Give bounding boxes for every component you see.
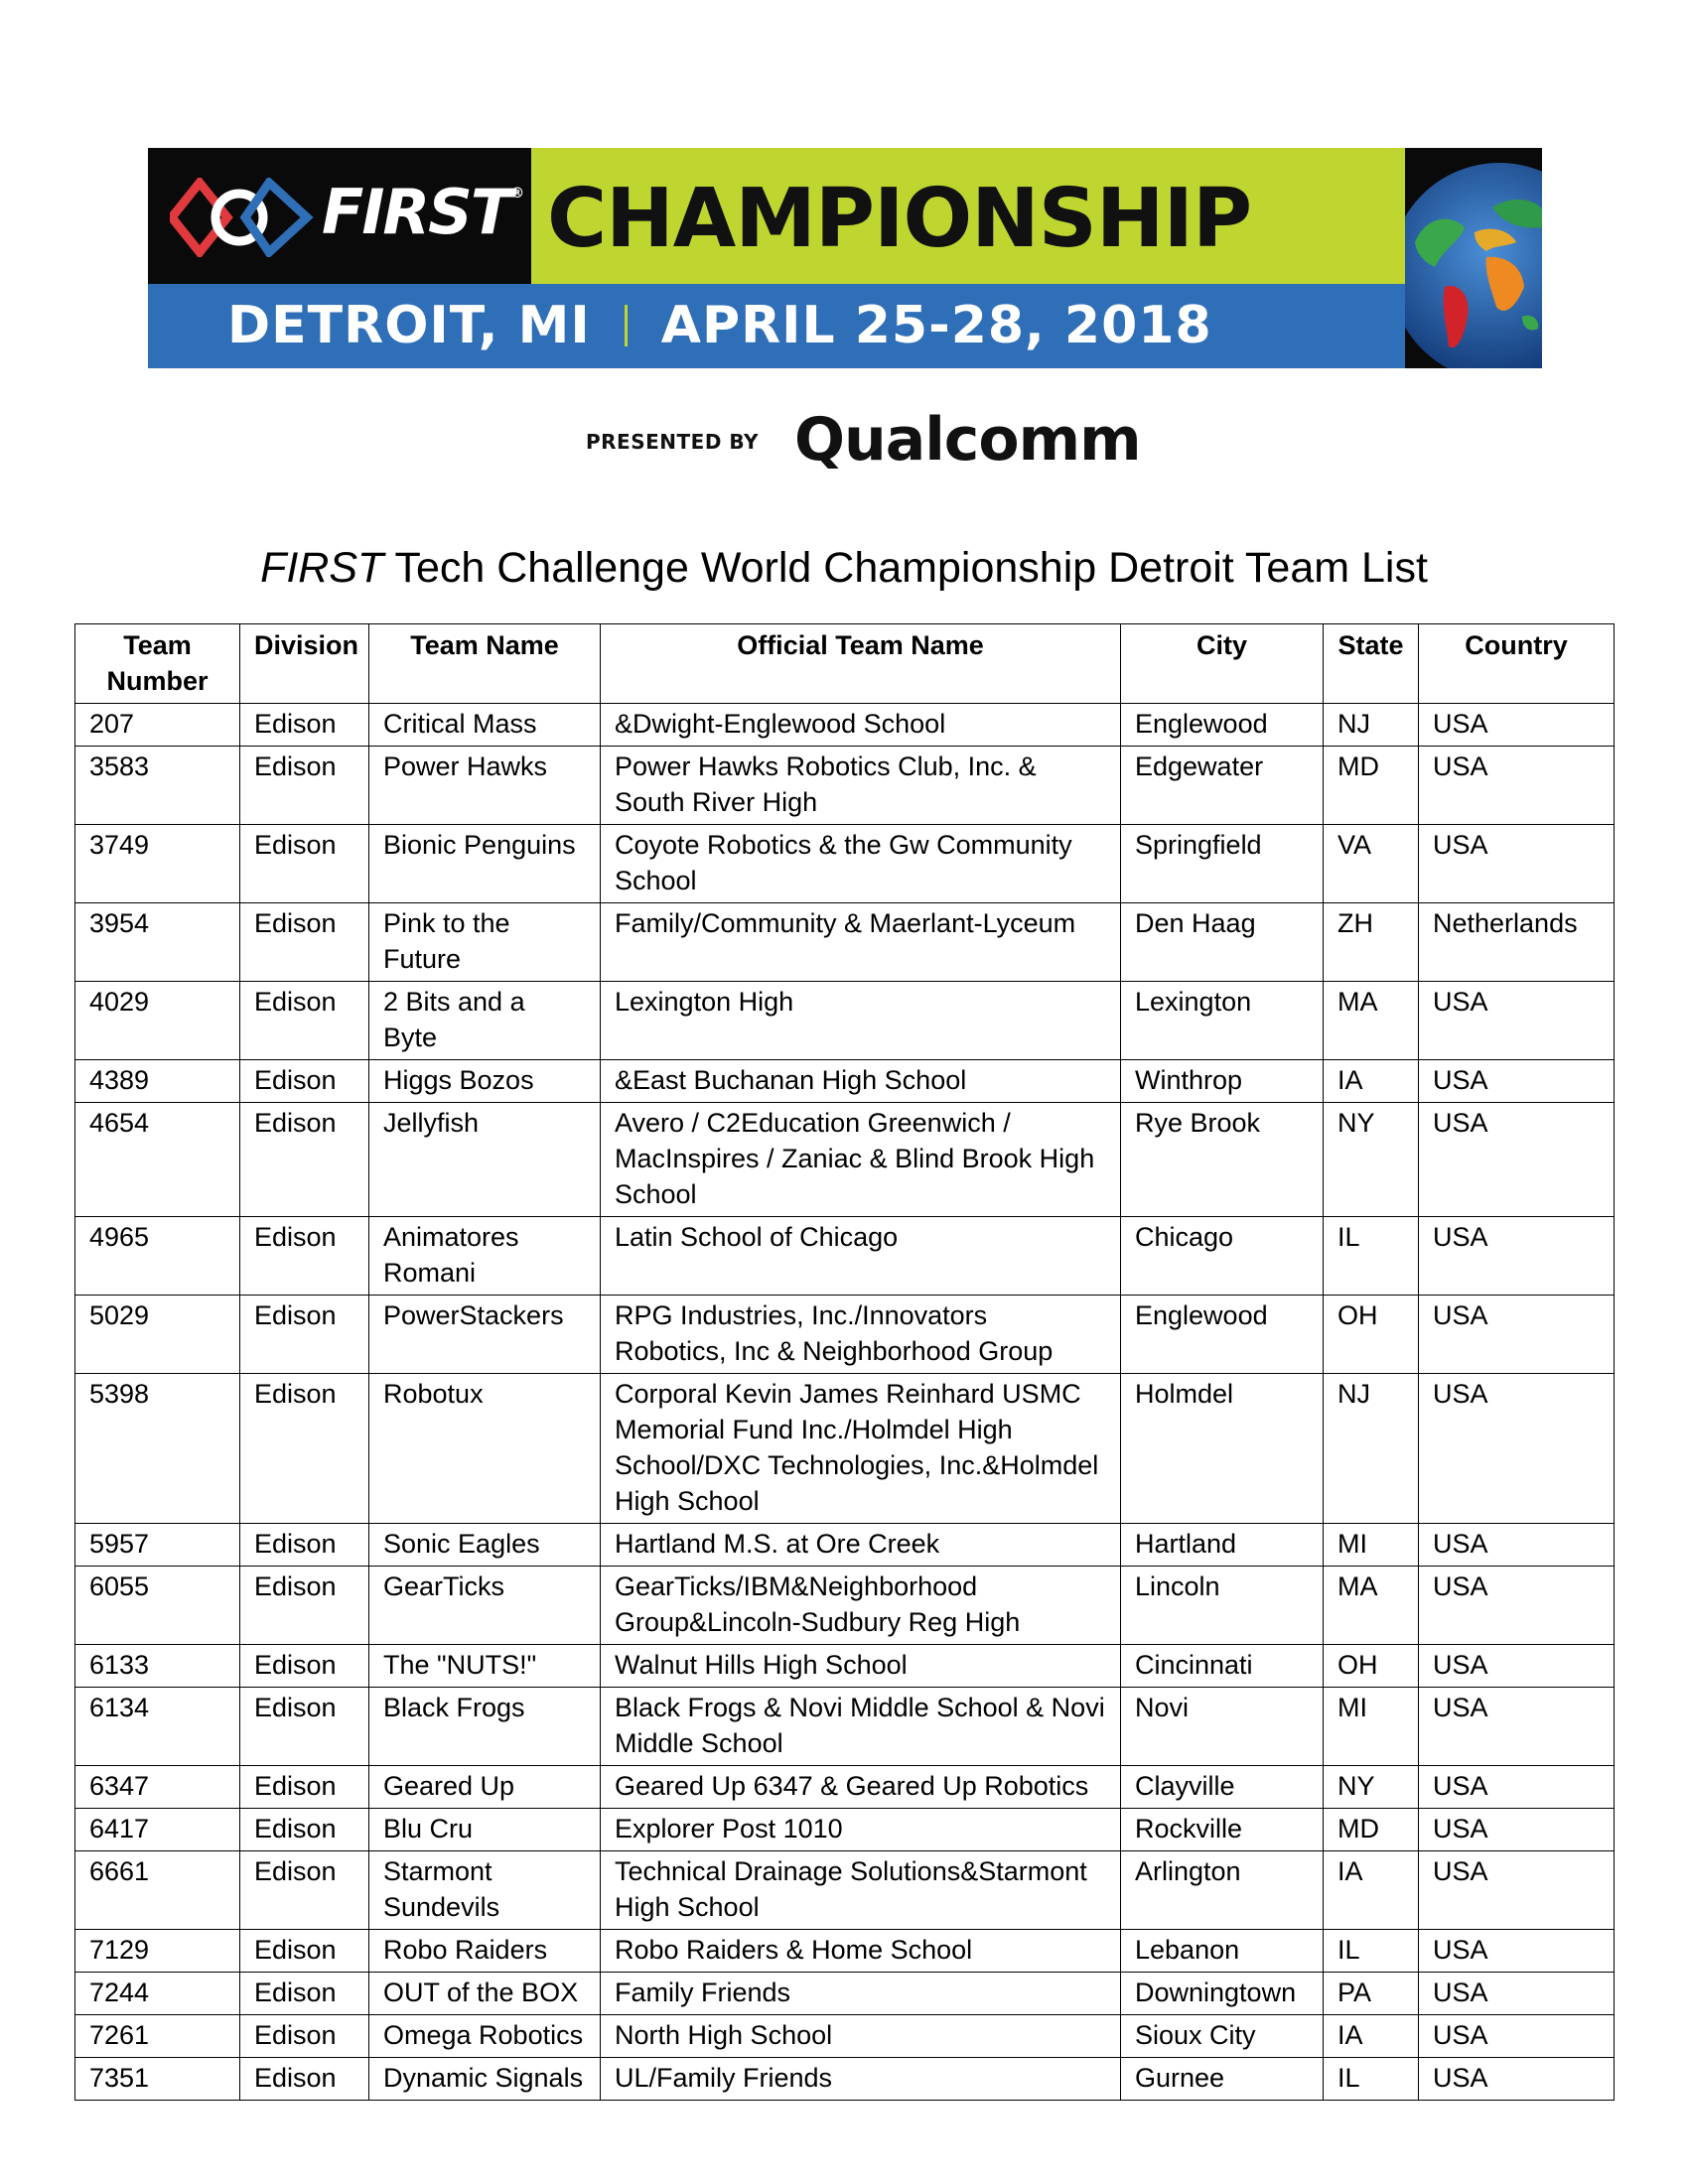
official-team-name: &Dwight-Englewood School — [601, 704, 1121, 747]
country: USA — [1419, 1296, 1615, 1374]
table-row — [75, 825, 1615, 903]
country: USA — [1419, 1930, 1615, 1973]
country: USA — [1419, 1524, 1615, 1567]
state: MA — [1324, 1567, 1419, 1645]
division: Edison — [240, 1645, 369, 1688]
state: OH — [1324, 1296, 1419, 1374]
division: Edison — [240, 982, 369, 1060]
city: Englewood — [1121, 704, 1324, 747]
official-team-name: Power Hawks Robotics Club, Inc. & South River High — [601, 747, 1121, 825]
table-row — [75, 1930, 1615, 1973]
state: MI — [1324, 1524, 1419, 1567]
team-name: OUT of the BOX — [369, 1973, 601, 2015]
country: USA — [1419, 1103, 1615, 1217]
team-number: 6134 — [75, 1688, 240, 1766]
table-row — [75, 1524, 1615, 1567]
country: USA — [1419, 1060, 1615, 1103]
event-location-dates — [227, 296, 1212, 355]
banner-top-row — [148, 148, 1542, 284]
city: Rye Brook — [1121, 1103, 1324, 1217]
event-city: DETROIT, MI — [227, 296, 591, 355]
official-team-name: Latin School of Chicago — [601, 1217, 1121, 1296]
division: Edison — [240, 1809, 369, 1851]
city: Sioux City — [1121, 2015, 1324, 2058]
official-team-name: Robo Raiders & Home School — [601, 1930, 1121, 1973]
team-number: 7244 — [75, 1973, 240, 2015]
table-row — [75, 982, 1615, 1060]
division: Edison — [240, 1060, 369, 1103]
team-number: 7351 — [75, 2058, 240, 2101]
city: Downingtown — [1121, 1973, 1324, 2015]
team-number: 6661 — [75, 1851, 240, 1930]
presented-by-label: PRESENTED BY — [586, 430, 760, 454]
team-number: 7261 — [75, 2015, 240, 2058]
city: Hartland — [1121, 1524, 1324, 1567]
division: Edison — [240, 704, 369, 747]
team-name: Higgs Bozos — [369, 1060, 601, 1103]
division: Edison — [240, 1217, 369, 1296]
team-name: Bionic Penguins — [369, 825, 601, 903]
division: Edison — [240, 1374, 369, 1524]
team-number: 7129 — [75, 1930, 240, 1973]
official-team-name: GearTicks/IBM&Neighborhood Group&Lincoln-Sudbury Reg High — [601, 1567, 1121, 1645]
team-name: Black Frogs — [369, 1688, 601, 1766]
table-row — [75, 1060, 1615, 1103]
country: USA — [1419, 2015, 1615, 2058]
official-team-name: Corporal Kevin James Reinhard USMC Memorial Fund Inc./Holmdel High School/DXC Technologies, Inc.&Holmdel High School — [601, 1374, 1121, 1524]
banner-location-bar — [148, 284, 1405, 368]
official-team-name: Family/Community & Maerlant-Lyceum — [601, 903, 1121, 982]
country: Netherlands — [1419, 903, 1615, 982]
header-country: Country — [1419, 624, 1615, 704]
state: IA — [1324, 1060, 1419, 1103]
table-row — [75, 1973, 1615, 2015]
state: MD — [1324, 747, 1419, 825]
header-division: Division — [240, 624, 369, 704]
team-name: Robo Raiders — [369, 1930, 601, 1973]
table-row — [75, 2058, 1615, 2101]
team-number: 6133 — [75, 1645, 240, 1688]
official-team-name: Avero / C2Education Greenwich / MacInspires / Zaniac & Blind Brook High School — [601, 1103, 1121, 1217]
division: Edison — [240, 1524, 369, 1567]
table-row — [75, 1374, 1615, 1524]
state: MD — [1324, 1809, 1419, 1851]
state: IL — [1324, 1930, 1419, 1973]
state: VA — [1324, 825, 1419, 903]
divider — [625, 305, 628, 346]
table-row — [75, 1103, 1615, 1217]
team-name: Dynamic Signals — [369, 2058, 601, 2101]
table-row — [75, 903, 1615, 982]
team-number: 5029 — [75, 1296, 240, 1374]
header-team-name: Team Name — [369, 624, 601, 704]
globe-icon — [1405, 148, 1542, 368]
division: Edison — [240, 2015, 369, 2058]
city: Winthrop — [1121, 1060, 1324, 1103]
official-team-name: Explorer Post 1010 — [601, 1809, 1121, 1851]
official-team-name: Black Frogs & Novi Middle School & Novi Middle School — [601, 1688, 1121, 1766]
official-team-name: Walnut Hills High School — [601, 1645, 1121, 1688]
division: Edison — [240, 1688, 369, 1766]
page-title — [0, 544, 1688, 593]
table-row — [75, 2015, 1615, 2058]
team-name: Critical Mass — [369, 704, 601, 747]
table-row — [75, 1766, 1615, 1809]
team-number: 3583 — [75, 747, 240, 825]
division: Edison — [240, 1851, 369, 1930]
city: Rockville — [1121, 1809, 1324, 1851]
championship-banner — [148, 148, 1542, 368]
table-row — [75, 747, 1615, 825]
state: ZH — [1324, 903, 1419, 982]
championship-block — [531, 148, 1405, 284]
division: Edison — [240, 747, 369, 825]
championship-text: CHAMPIONSHIP — [547, 172, 1252, 266]
header-city: City — [1121, 624, 1324, 704]
division: Edison — [240, 903, 369, 982]
table-row — [75, 1645, 1615, 1688]
state: MI — [1324, 1688, 1419, 1766]
team-name: The "NUTS!" — [369, 1645, 601, 1688]
city: Lebanon — [1121, 1930, 1324, 1973]
team-name: Robotux — [369, 1374, 601, 1524]
team-number: 4389 — [75, 1060, 240, 1103]
country: USA — [1419, 1567, 1615, 1645]
official-team-name: Technical Drainage Solutions&Starmont High School — [601, 1851, 1121, 1930]
city: Edgewater — [1121, 747, 1324, 825]
division: Edison — [240, 1567, 369, 1645]
team-name: GearTicks — [369, 1567, 601, 1645]
state: NJ — [1324, 1374, 1419, 1524]
team-name: Power Hawks — [369, 747, 601, 825]
official-team-name: RPG Industries, Inc./Innovators Robotics, Inc & Neighborhood Group — [601, 1296, 1121, 1374]
city: Arlington — [1121, 1851, 1324, 1930]
city: Den Haag — [1121, 903, 1324, 982]
team-name: PowerStackers — [369, 1296, 601, 1374]
city: Clayville — [1121, 1766, 1324, 1809]
country: USA — [1419, 1973, 1615, 2015]
state: PA — [1324, 1973, 1419, 2015]
city: Gurnee — [1121, 2058, 1324, 2101]
division: Edison — [240, 1973, 369, 2015]
state: IL — [1324, 1217, 1419, 1296]
official-team-name: Family Friends — [601, 1973, 1121, 2015]
country: USA — [1419, 1645, 1615, 1688]
division: Edison — [240, 2058, 369, 2101]
table-row — [75, 1567, 1615, 1645]
team-list-table — [74, 623, 1615, 2101]
state: NY — [1324, 1766, 1419, 1809]
country: USA — [1419, 1688, 1615, 1766]
city: Cincinnati — [1121, 1645, 1324, 1688]
team-name: Blu Cru — [369, 1809, 601, 1851]
city: Lincoln — [1121, 1567, 1324, 1645]
team-number: 6347 — [75, 1766, 240, 1809]
first-logo-icon — [170, 178, 319, 257]
country: USA — [1419, 704, 1615, 747]
official-team-name: Coyote Robotics & the Gw Community School — [601, 825, 1121, 903]
country: USA — [1419, 1217, 1615, 1296]
official-team-name: Geared Up 6347 & Geared Up Robotics — [601, 1766, 1121, 1809]
table-row — [75, 1851, 1615, 1930]
table-header-row — [75, 624, 1615, 704]
official-team-name: &East Buchanan High School — [601, 1060, 1121, 1103]
country: USA — [1419, 2058, 1615, 2101]
state: IA — [1324, 2015, 1419, 2058]
country: USA — [1419, 1809, 1615, 1851]
table-row — [75, 704, 1615, 747]
team-name: Sonic Eagles — [369, 1524, 601, 1567]
team-number: 5957 — [75, 1524, 240, 1567]
state: IA — [1324, 1851, 1419, 1930]
team-number: 6055 — [75, 1567, 240, 1645]
table-row — [75, 1296, 1615, 1374]
state: MA — [1324, 982, 1419, 1060]
team-list-body — [75, 704, 1615, 2101]
state: OH — [1324, 1645, 1419, 1688]
table-row — [75, 1809, 1615, 1851]
globe-graphic — [1405, 148, 1542, 368]
city: Springfield — [1121, 825, 1324, 903]
team-number: 4029 — [75, 982, 240, 1060]
city: Lexington — [1121, 982, 1324, 1060]
team-name: Jellyfish — [369, 1103, 601, 1217]
team-number: 6417 — [75, 1809, 240, 1851]
state: NJ — [1324, 704, 1419, 747]
team-name: Geared Up — [369, 1766, 601, 1809]
title-rest: Tech Challenge World Championship Detroit Team List — [383, 544, 1428, 592]
team-number: 207 — [75, 704, 240, 747]
team-name: Omega Robotics — [369, 2015, 601, 2058]
division: Edison — [240, 1296, 369, 1374]
team-name: Starmont Sundevils — [369, 1851, 601, 1930]
country: USA — [1419, 825, 1615, 903]
division: Edison — [240, 825, 369, 903]
city: Holmdel — [1121, 1374, 1324, 1524]
qualcomm-logo: Qualcomm — [794, 405, 1141, 475]
header-official-team-name: Official Team Name — [601, 624, 1121, 704]
first-wordmark: FIRST® — [322, 176, 523, 248]
team-number: 4654 — [75, 1103, 240, 1217]
team-name: 2 Bits and a Byte — [369, 982, 601, 1060]
division: Edison — [240, 1930, 369, 1973]
state: IL — [1324, 2058, 1419, 2101]
official-team-name: Hartland M.S. at Ore Creek — [601, 1524, 1121, 1567]
event-dates: APRIL 25-28, 2018 — [660, 296, 1212, 355]
header-team-number: Team Number — [75, 624, 240, 704]
country: USA — [1419, 747, 1615, 825]
table-row — [75, 1688, 1615, 1766]
city: Chicago — [1121, 1217, 1324, 1296]
team-name: Pink to the Future — [369, 903, 601, 982]
team-number: 4965 — [75, 1217, 240, 1296]
team-number: 5398 — [75, 1374, 240, 1524]
first-logo — [148, 148, 531, 284]
division: Edison — [240, 1766, 369, 1809]
header-state: State — [1324, 624, 1419, 704]
team-number: 3954 — [75, 903, 240, 982]
team-number: 3749 — [75, 825, 240, 903]
division: Edison — [240, 1103, 369, 1217]
country: USA — [1419, 982, 1615, 1060]
table-row — [75, 1217, 1615, 1296]
state: NY — [1324, 1103, 1419, 1217]
official-team-name: North High School — [601, 2015, 1121, 2058]
city: Novi — [1121, 1688, 1324, 1766]
country: USA — [1419, 1374, 1615, 1524]
official-team-name: UL/Family Friends — [601, 2058, 1121, 2101]
title-first: FIRST — [260, 544, 384, 592]
country: USA — [1419, 1766, 1615, 1809]
team-name: Animatores Romani — [369, 1217, 601, 1296]
city: Englewood — [1121, 1296, 1324, 1374]
official-team-name: Lexington High — [601, 982, 1121, 1060]
country: USA — [1419, 1851, 1615, 1930]
